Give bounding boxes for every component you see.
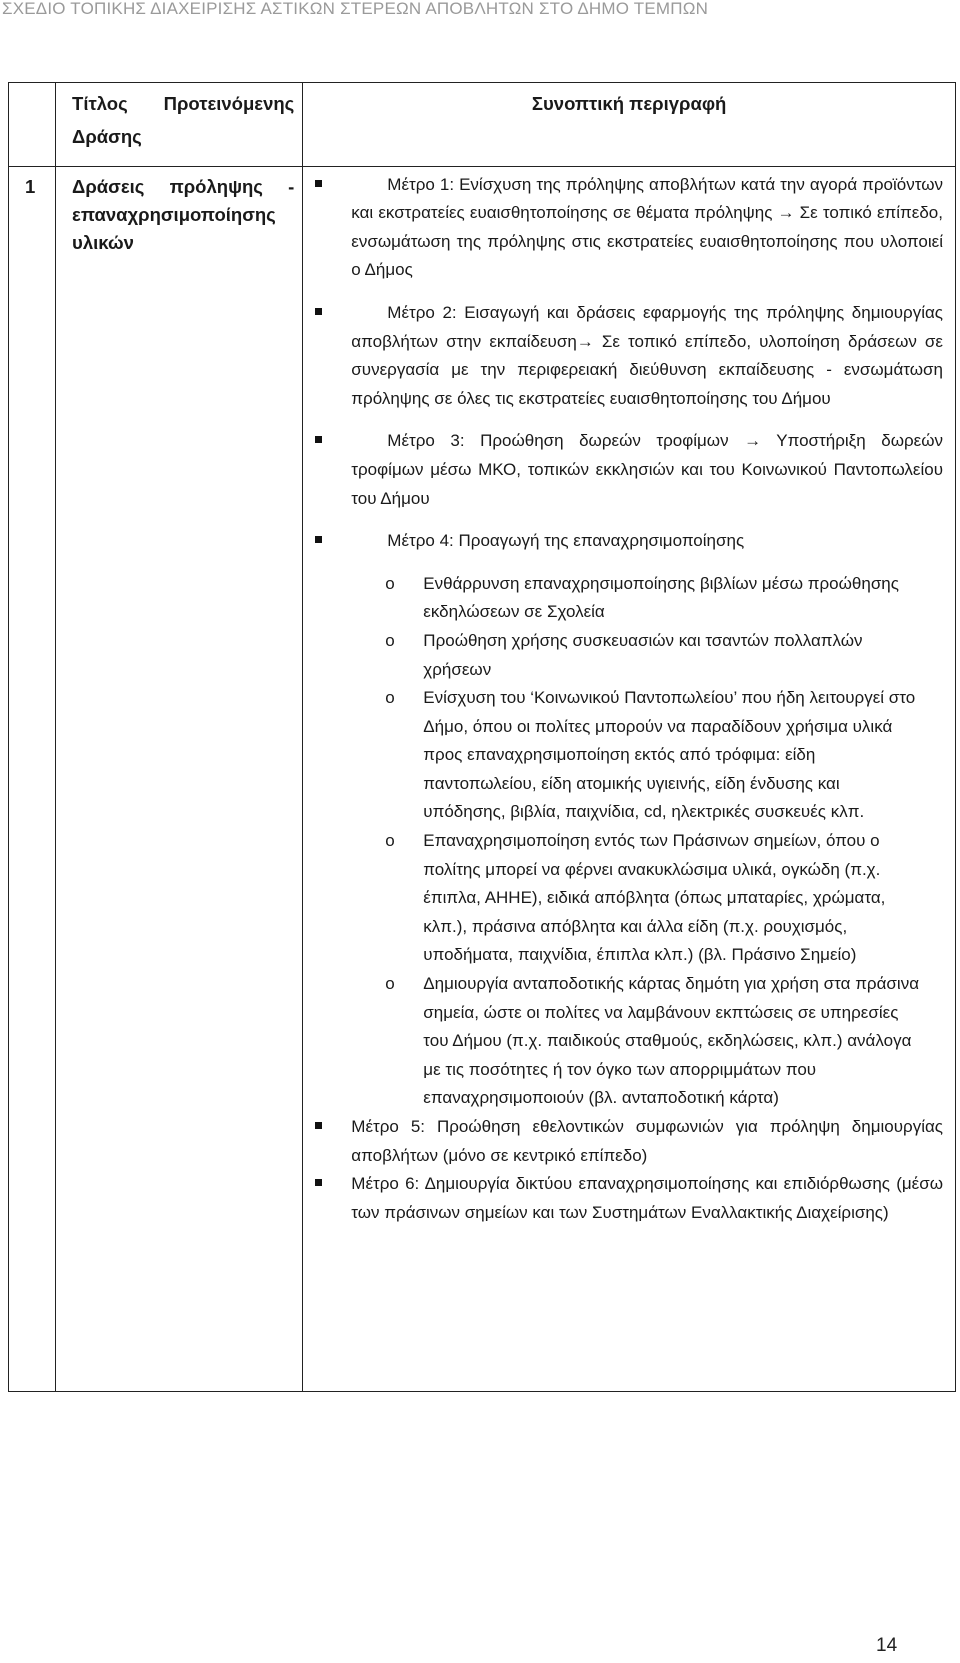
table-header-row <box>9 83 956 167</box>
sub-item-text: Δημιουργία ανταποδοτικής κάρτας δημότη για χρήση στα πράσινα σημεία, ώστε οι πολίτες να λαμβάνουν εκπτώσεις σε υπηρεσίες του Δήμου (π.χ. παιδικούς σταθμούς, εκδηλώσεις, κλπ.) ανάλογα με τις ποσότητες ή τον όγκο των απορριμμάτων που επαναχρησιμοποιούν (βλ. ανταποδοτική κάρτα) <box>423 974 920 1108</box>
measure-text: Μέτρο 1: Ενίσχυση της πρόληψης αποβλήτων κατά την αγορά προϊόντων και εκστρατείες ευαισθητοποίησης σε θέματα πρόληψης → Σε τοπικό επίπεδο, ενσωμάτωση της πρόληψης στις εκστρατείες ευαισθητοποίησης που υλοποιεί ο Δήμος <box>351 174 943 280</box>
square-bullet-icon <box>303 299 351 327</box>
circle-bullet-icon: o <box>385 974 395 994</box>
header-number-cell <box>9 83 56 167</box>
sub-item-text: Επαναχρησιμοποίηση εντός των Πράσινων σημείων, όπου ο πολίτης μπορεί να φέρνει ανακυκλώσιμα υλικά, ογκώδη (π.χ. έπιπλα, ΑΗΗΕ), ειδικά απόβλητα (όπως μπαταρίες, χρώματα, κλπ.), πράσινα απόβλητα και άλλα είδη (π.χ. ρουχισμός, υποδήματα, παιχνίδια, έπιπλα κλπ.) (βλ. Πράσινο Σημείο) <box>423 831 886 965</box>
measure-text: Μέτρο 2: Εισαγωγή και δράσεις εφαρμογής της πρόληψης δημιουργίας αποβλήτων στην εκπαίδευση→ Σε τοπικό επίπεδο, υλοποίηση δράσεων σε συνεργασία με την περιφερειακή διεύθυνση εκπαίδευσης - ενσωμάτωση πρόληψης σε όλες τις εκστρατείες ευαισθητοποίησης του Δήμου <box>351 302 943 408</box>
circle-bullet-icon: o <box>385 688 395 708</box>
circle-bullet-icon: o <box>385 831 395 851</box>
measure-text: Μέτρο 4: Προαγωγή της επαναχρησιμοποίησης <box>387 531 745 551</box>
measure-item <box>303 1170 943 1227</box>
sub-list-item <box>351 827 943 970</box>
square-bullet-icon <box>303 1113 351 1141</box>
square-bullet-icon <box>303 527 351 555</box>
sub-list-item <box>351 627 943 684</box>
measure-text: Μέτρο 5: Προώθηση εθελοντικών συμφωνιών για πρόληψη δημιουργίας αποβλήτων (μόνο σε κεντρικό επίπεδο) <box>351 1117 943 1165</box>
measure-text: Μέτρο 6: Δημιουργία δικτύου επαναχρησιμοποίησης και επιδιόρθωσης (μέσω των πράσινων σημείων και των Συστημάτων Εναλλακτικής Διαχείρισης) <box>351 1174 943 1222</box>
action-table <box>8 82 956 1392</box>
sub-list-item <box>351 684 943 827</box>
measure-item <box>303 1113 943 1170</box>
row-action-title: Δράσεις πρόληψης - επαναχρησιμοποίησης υλικών <box>56 166 303 1391</box>
sub-item-text: Ενίσχυση του ‘Κοινωνικού Παντοπωλείου’ που ήδη λειτουργεί στο Δήμο, όπου οι πολίτες μπορούν να παραδίδουν χρήσιμα υλικά προς επαναχρησιμοποίηση εκτός από τρόφιμα: είδη παντοπωλείου, είδη ατομικής υγιεινής, είδη ένδυσης και υπόδησης, βιβλία, παιχνίδια, cd, ηλεκτρικές συσκευές κλπ. <box>423 688 916 822</box>
sub-item-text: Προώθηση χρήσης συσκευασιών και τσαντών πολλαπλών χρήσεων <box>423 630 863 679</box>
sub-list-item <box>351 570 943 627</box>
page-number: 14 <box>876 1635 898 1656</box>
square-bullet-icon <box>303 171 351 199</box>
measure-item <box>303 299 943 413</box>
header-description: Συνοπτική περιγραφή <box>303 83 956 167</box>
sub-item-text: Ενθάρρυνση επαναχρησιμοποίησης βιβλίων μέσω προώθησης εκδηλώσεων σε Σχολεία <box>423 573 899 622</box>
circle-bullet-icon: o <box>385 573 395 593</box>
square-bullet-icon <box>303 427 351 455</box>
measure-text: Μέτρο 3: Προώθηση δωρεών τροφίμων → Υποστήριξη δωρεών τροφίμων μέσω ΜΚΟ, τοπικών εκκλησιών και του Κοινωνικού Παντοπωλείου του Δήμου <box>351 431 943 508</box>
sub-list-item <box>351 970 943 1113</box>
table-row <box>9 166 956 1391</box>
square-bullet-icon <box>303 1170 351 1198</box>
measure-item <box>303 427 943 513</box>
header-action-title: Τίτλος Προτεινόμενης Δράσης <box>56 83 303 167</box>
measure-item <box>303 527 943 556</box>
measure-item <box>303 171 943 285</box>
row-number: 1 <box>9 166 56 1391</box>
circle-bullet-icon: o <box>385 630 395 650</box>
running-header: ΣΧΕΔΙΟ ΤΟΠΙΚΗΣ ΔΙΑΧΕΙΡΙΣΗΣ ΑΣΤΙΚΩΝ ΣΤΕΡΕΩΝ ΑΠΟΒΛΗΤΩΝ ΣΤΟ ΔΗΜΟ ΤΕΜΠΩΝ <box>2 0 709 18</box>
row-description <box>303 166 956 1391</box>
